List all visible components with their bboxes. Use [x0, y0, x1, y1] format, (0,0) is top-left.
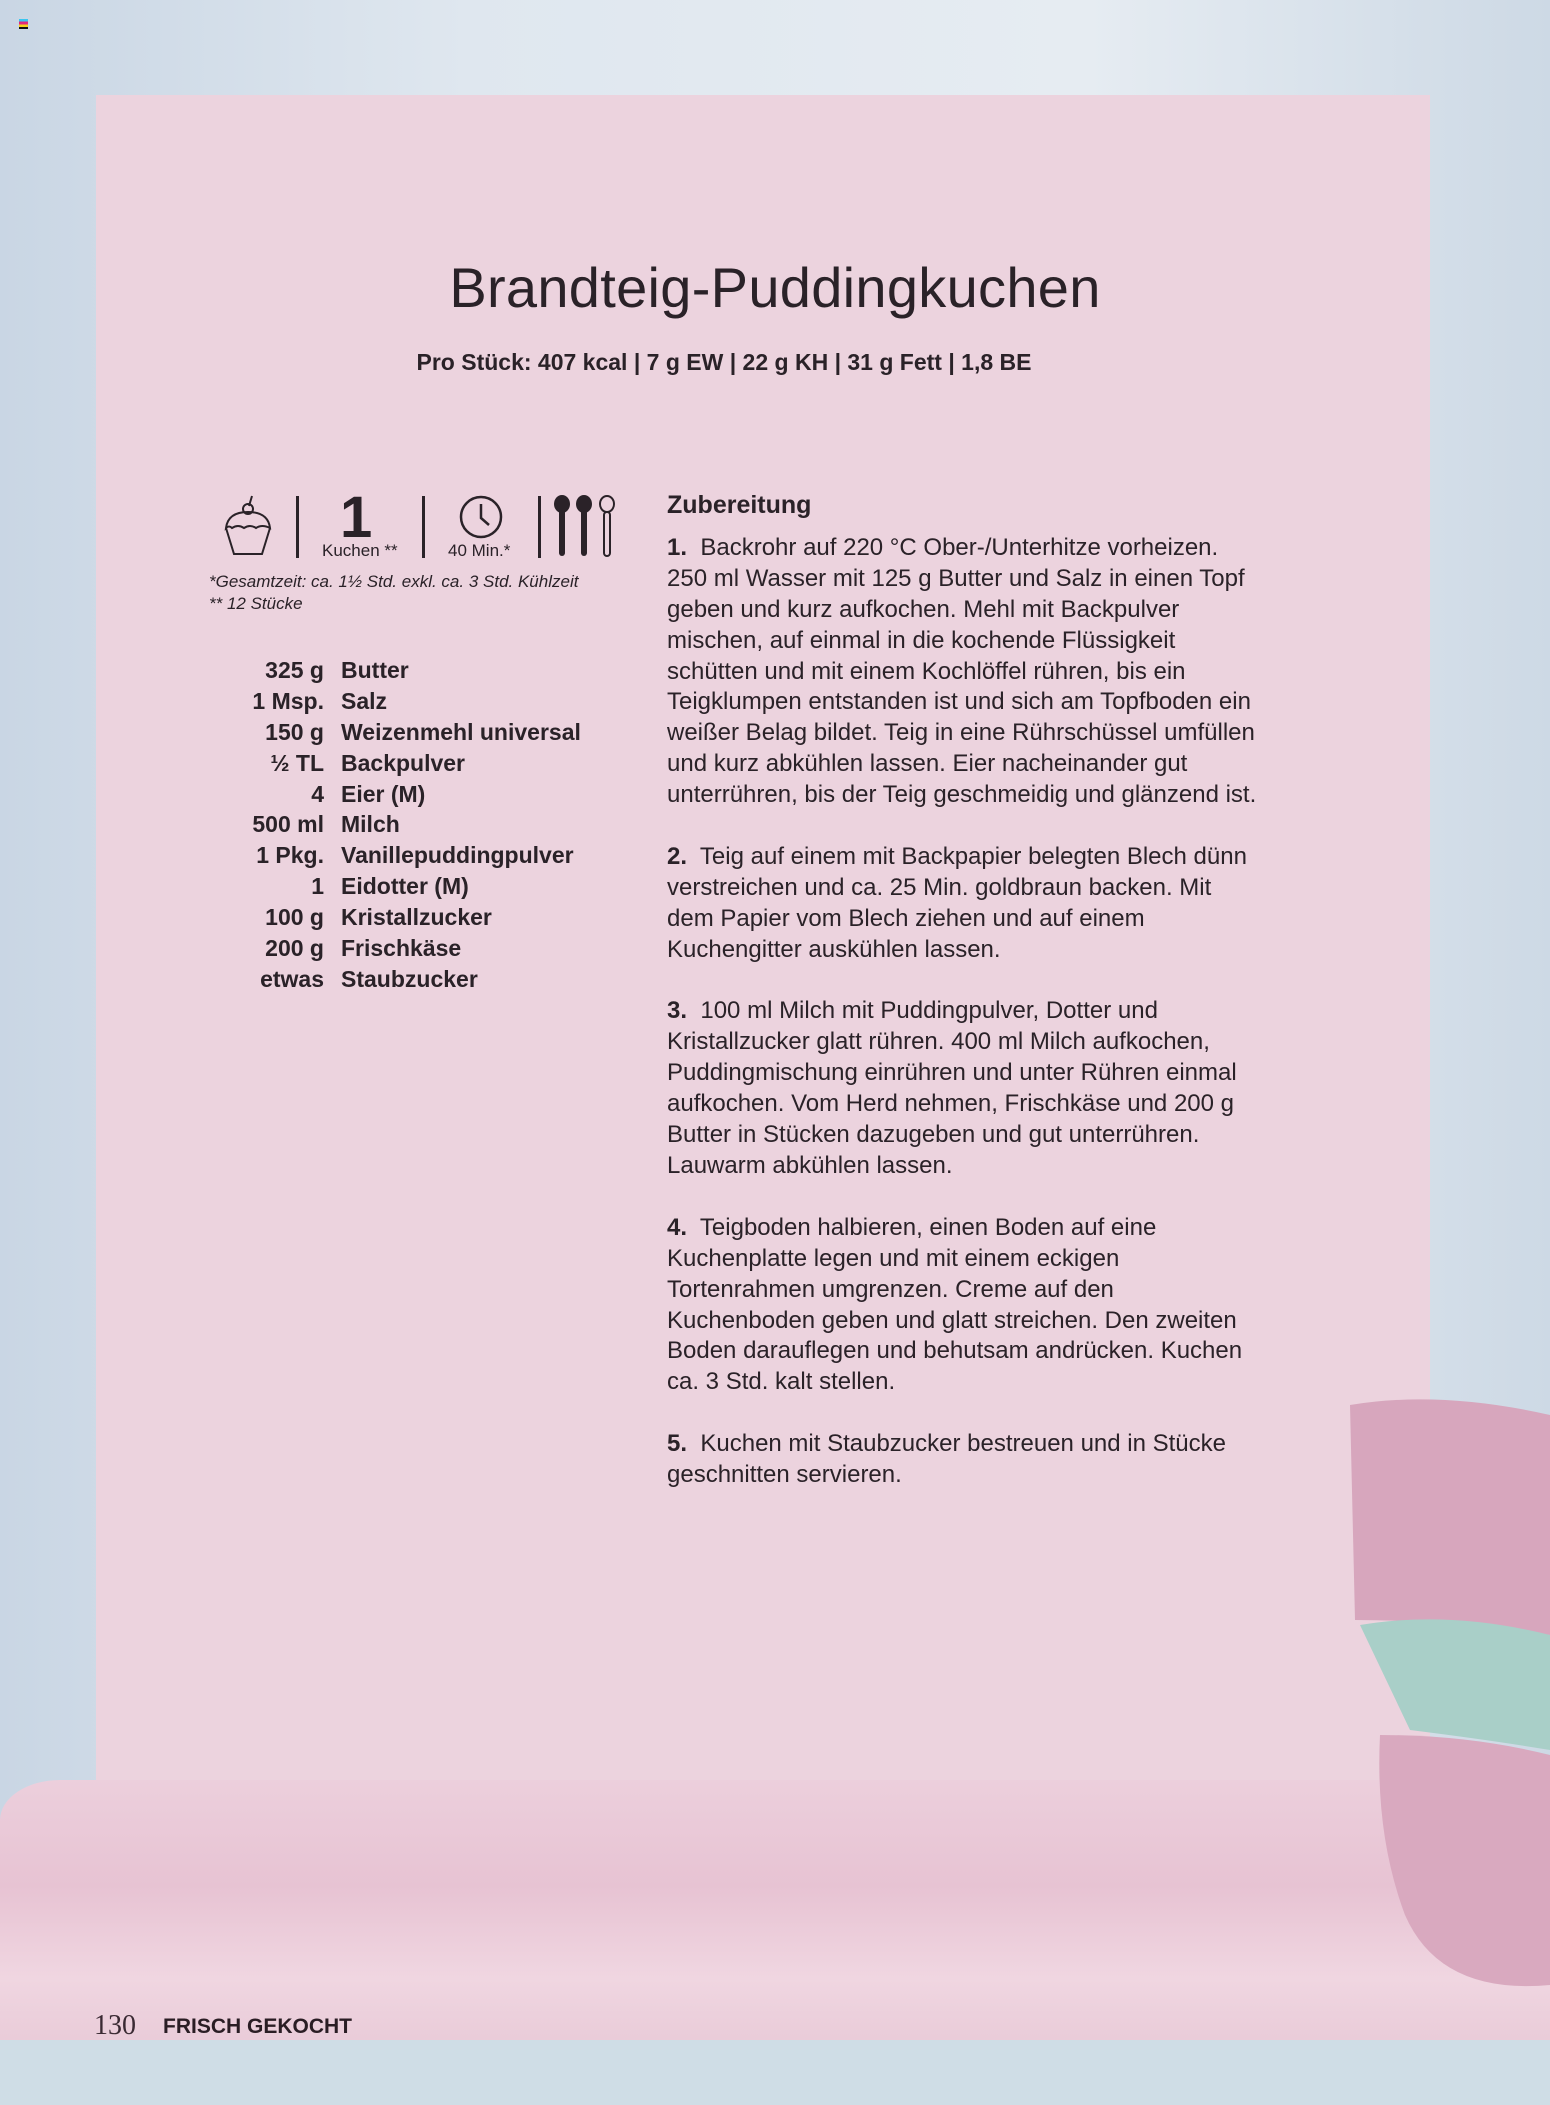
step-number: 3.: [667, 997, 688, 1025]
step: [667, 1213, 1257, 1398]
ingredient-amount: 150 g: [265, 718, 324, 745]
ingredient-name: Eier (M): [341, 780, 426, 807]
ingredient-row: [200, 873, 581, 904]
ingredient-amount: 4: [311, 780, 324, 807]
cupcake-icon: [222, 494, 274, 558]
step-number: 2.: [667, 842, 688, 870]
ingredient-name: Staubzucker: [341, 965, 478, 992]
step-number: 1.: [667, 533, 688, 561]
print-color-bar: [19, 19, 28, 29]
difficulty-spoons-icon: [552, 494, 620, 558]
ingredient-amount: 100 g: [265, 904, 324, 931]
ingredient-row: [200, 935, 581, 966]
floor-photo: [0, 2040, 1550, 2105]
step-text: 100 ml Milch mit Puddingpulver, Dotter und Kristallzucker glatt rühren. 400 ml Milch aufkochen, Puddingmischung einrühren und unter Rühren einmal aufkochen. Vom Herd nehmen, Frischkäse und 200 g Butter in Stücken dazugeben und gut unterrühren. Lauwarm abkühlen lassen.: [667, 997, 1237, 1179]
step: [667, 1429, 1257, 1491]
step-text: Backrohr auf 220 °C Ober-/Unterhitze vorheizen. 250 ml Wasser mit 125 g Butter und Salz in einen Topf geben und kurz aufkochen. Mehl mit Backpulver mischen, auf einmal in die kochende Flüssigkeit schütten und mit einem Kochlöffel rühren, bis ein Teigklumpen entstanden ist und sich am Topfboden ein weißer Belag bildet. Teig in eine Rührschüssel umfüllen und kurz abkühlen lassen. Eier nacheinander gut unterrühren, bis der Teig geschmeidig und glänzend ist.: [667, 533, 1257, 809]
ingredient-name: Kristallzucker: [341, 904, 492, 931]
ingredient-name: Weizenmehl universal: [341, 718, 581, 745]
ingredient-amount: 200 g: [265, 935, 324, 962]
nutrition-info: Pro Stück: 407 kcal | 7 g EW | 22 g KH | 31 g Fett | 1,8 BE: [416, 349, 1032, 375]
pink-cloth-photo: [0, 1780, 1550, 2045]
ingredient-row: [200, 688, 581, 719]
ingredient-name: Salz: [341, 687, 388, 714]
footnote-pieces: ** 12 Stücke: [209, 594, 303, 613]
step-text: Kuchen mit Staubzucker bestreuen und in Stücke geschnitten servieren.: [667, 1430, 1227, 1489]
ingredient-amount: 1 Pkg.: [256, 842, 324, 869]
preparation-heading: Zubereitung: [667, 491, 812, 519]
ingredient-name: Vanillepuddingpulver: [341, 842, 574, 869]
ingredient-row: [200, 719, 581, 750]
divider: [422, 496, 425, 558]
time-label: 40 Min.*: [448, 541, 511, 560]
step-number: 4.: [667, 1213, 688, 1241]
ingredient-row: [200, 842, 581, 873]
ingredient-name: Backpulver: [341, 749, 466, 776]
ingredient-row: [200, 750, 581, 781]
step: [667, 533, 1257, 811]
clock-icon: [458, 494, 504, 540]
divider: [296, 496, 299, 558]
step-number: 5.: [667, 1430, 688, 1458]
section-title: FRISCH GEKOCHT: [163, 2015, 352, 2038]
ingredient-name: Milch: [341, 811, 400, 838]
ingredient-name: Eidotter (M): [341, 873, 469, 900]
ingredient-amount: ½ TL: [270, 749, 324, 776]
divider: [538, 496, 541, 558]
step: [667, 996, 1257, 1181]
ingredient-row: [200, 657, 581, 688]
yield-label: Kuchen **: [322, 541, 398, 560]
page-number: 130: [94, 2010, 136, 2041]
step-text: Teig auf einem mit Backpapier belegten Blech dünn verstreichen und ca. 25 Min. goldbraun backen. Mit dem Papier vom Blech ziehen und auf einem Kuchengitter auskühlen lassen.: [667, 842, 1247, 963]
step: [667, 842, 1257, 966]
step-text: Teigboden halbieren, einen Boden auf eine Kuchenplatte legen und mit einem eckigen Tortenrahmen umgrenzen. Creme auf den Kuchenboden geben und glatt streichen. Den zweiten Boden darauflegen und behutsam andrücken. Kuchen ca. 3 Std. kalt stellen.: [667, 1213, 1243, 1396]
ingredient-name: Frischkäse: [341, 935, 462, 962]
ingredient-amount: 1 Msp.: [252, 687, 324, 714]
ingredients-list: [200, 657, 581, 997]
ingredient-row: [200, 781, 581, 812]
ingredient-row: [200, 966, 581, 997]
bowls-photo: [1320, 1395, 1550, 1995]
footnote-time: *Gesamtzeit: ca. 1½ Std. exkl. ca. 3 Std. Kühlzeit: [209, 572, 579, 591]
ingredient-amount: etwas: [260, 965, 324, 992]
ingredient-amount: 325 g: [265, 657, 324, 683]
ingredient-amount: 1: [311, 873, 324, 900]
ingredient-amount: 500 ml: [252, 811, 324, 838]
preparation-section: [667, 490, 1257, 1522]
ingredient-row: [200, 811, 581, 842]
ingredient-row: [200, 904, 581, 935]
yield-number: 1: [340, 485, 373, 550]
ingredient-name: Butter: [341, 657, 409, 683]
recipe-title: Brandteig-Puddingkuchen: [449, 256, 1101, 319]
